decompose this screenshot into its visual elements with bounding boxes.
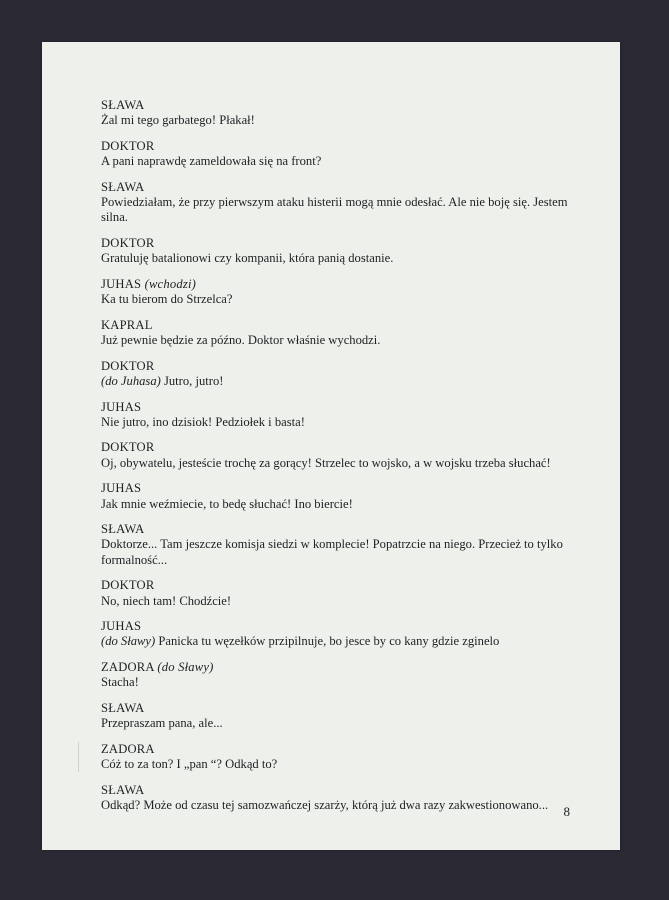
dialogue-text: Przepraszam pana, ale... xyxy=(101,716,223,731)
dialogue-line xyxy=(101,236,581,266)
dialogue-line xyxy=(101,98,581,128)
dialogue-line xyxy=(101,481,581,511)
speaker-name: SŁAWA xyxy=(101,179,145,194)
dialogue-line xyxy=(101,578,581,608)
page-number: 8 xyxy=(563,804,570,819)
dialogue-line xyxy=(101,742,581,772)
speaker-name: SŁAWA xyxy=(101,701,145,716)
dialogue-text: Doktorze... Tam jeszcze komisja siedzi w komplecie! Popatrzcie na niego. Przecież to tylko formalność... xyxy=(101,537,563,567)
dialogue-text: Już pewnie będzie za późno. Doktor właśnie wychodzi. xyxy=(101,332,381,347)
speaker-name: SŁAWA xyxy=(101,782,145,797)
speaker-name: SŁAWA xyxy=(101,98,145,112)
dialogue-text: Cóż to za ton? I „pan “? Odkąd to? xyxy=(101,757,278,772)
scan-mark xyxy=(78,742,79,772)
dialogue-line xyxy=(101,359,581,389)
speaker-name: DOKTOR xyxy=(101,440,155,455)
dialogue-line xyxy=(101,180,581,226)
stage-direction: (do Sławy) xyxy=(157,660,214,675)
dialogue-text: No, niech tam! Chodźcie! xyxy=(101,593,232,608)
stage-direction: (do Sławy) xyxy=(101,634,156,649)
dialogue-text: (do Sławy) Panicka tu węzełków przipilnuje, bo jesce by co kany gdzie zginelo xyxy=(101,634,500,649)
script-body xyxy=(101,98,581,824)
dialogue-line xyxy=(101,139,581,169)
speaker-name: DOKTOR xyxy=(101,358,155,373)
dialogue-text: Nie jutro, ino dzisiok! Pedziołek i basta! xyxy=(101,414,305,429)
dialogue-text: Gratuluję batalionowi czy kompanii, która panią dostanie. xyxy=(101,251,394,266)
dialogue-text: Powiedziałam, że przy pierwszym ataku histerii mogą mnie odesłać. Ale nie boję się. Jestem silna. xyxy=(101,195,568,225)
speaker-name: DOKTOR xyxy=(101,138,155,153)
dialogue-line xyxy=(101,701,581,731)
dialogue-line xyxy=(101,522,581,568)
speaker-name: JUHAS xyxy=(101,481,142,496)
dialogue-text: Odkąd? Może od czasu tej samozwańczej szarży, którą już dwa razy zakwestionowano... xyxy=(101,798,549,813)
document-page xyxy=(42,42,620,850)
dialogue-line xyxy=(101,318,581,348)
dialogue-text: Ka tu bierom do Strzelca? xyxy=(101,292,233,307)
dialogue-text: Stacha! xyxy=(101,675,139,690)
speaker-name: SŁAWA xyxy=(101,522,145,537)
dialogue-text: A pani naprawdę zameldowała się na front? xyxy=(101,154,322,169)
dialogue-line xyxy=(101,783,581,813)
speaker-name: JUHAS xyxy=(101,619,142,634)
speaker-name: KAPRAL xyxy=(101,317,153,332)
stage-direction: (wchodzi) xyxy=(144,276,197,291)
dialogue-line xyxy=(101,277,581,307)
dialogue-text: (do Juhasa) Jutro, jutro! xyxy=(101,373,224,388)
stage-direction: (do Juhasa) xyxy=(101,373,161,388)
speaker-name: DOKTOR xyxy=(101,235,155,250)
dialogue-text: Żal mi tego garbatego! Płakał! xyxy=(101,113,255,128)
speaker-name: JUHAS xyxy=(101,399,142,414)
dialogue-text: Oj, obywatelu, jesteście trochę za gorący! Strzelec to wojsko, a w wojsku trzeba słuchać! xyxy=(101,455,551,470)
dialogue-line xyxy=(101,400,581,430)
speaker-name: ZADORA xyxy=(101,742,155,756)
speaker-name: JUHAS (wchodzi) xyxy=(101,276,197,291)
speaker-name: DOKTOR xyxy=(101,578,155,593)
dialogue-line xyxy=(101,660,581,690)
dialogue-text: Jak mnie weźmiecie, to bedę słuchać! Ino biercie! xyxy=(101,496,353,511)
dialogue-line xyxy=(101,619,581,649)
speaker-name: ZADORA (do Sławy) xyxy=(101,660,214,675)
dialogue-line xyxy=(101,440,581,470)
